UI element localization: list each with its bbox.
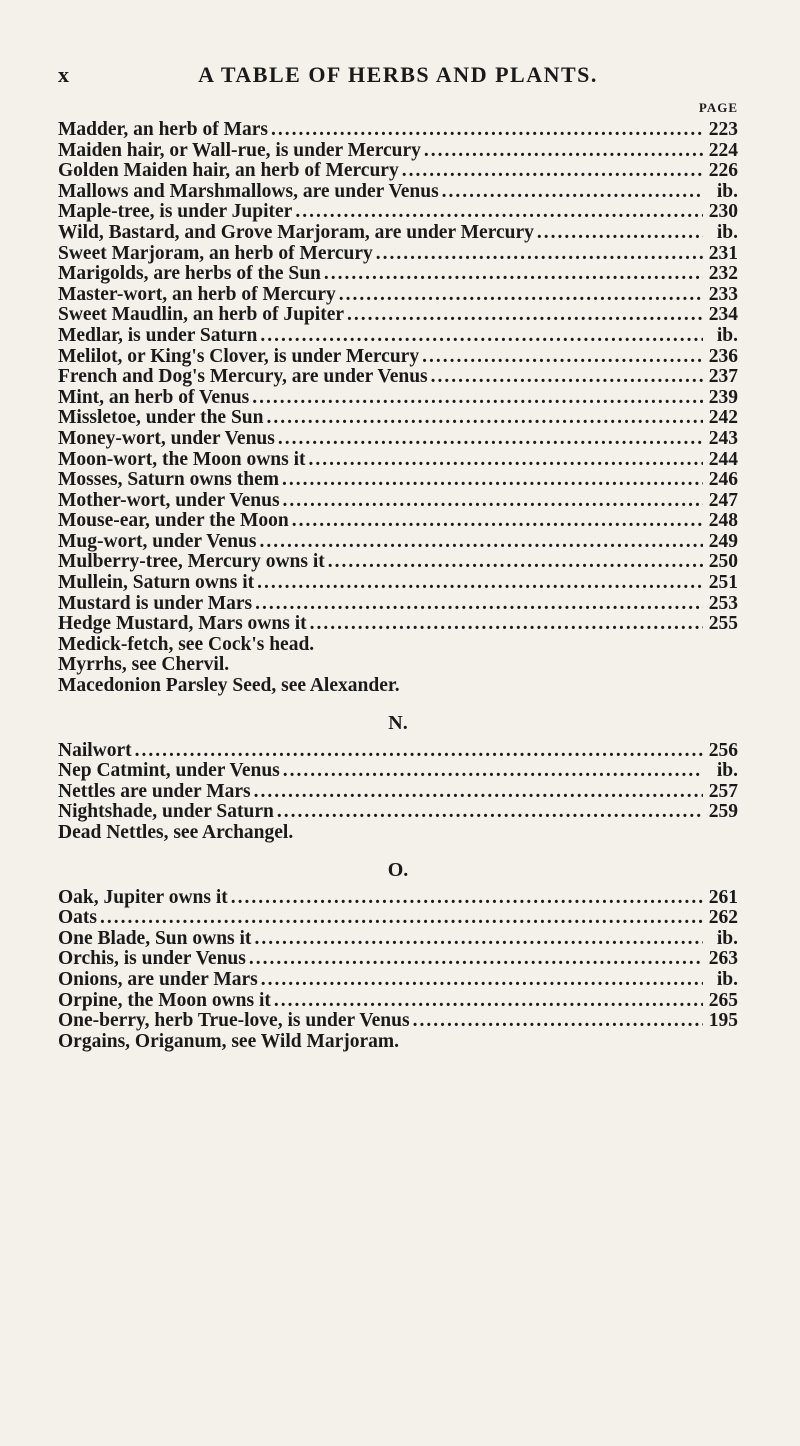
entry-name: Orchis, is under Venus bbox=[58, 948, 246, 970]
entry-name: Sweet Maudlin, an herb of Jupiter bbox=[58, 304, 345, 326]
index-entry bbox=[58, 408, 738, 429]
entry-name: Dead Nettles, see Archangel. bbox=[58, 822, 294, 843]
dot-leader bbox=[424, 141, 703, 162]
dot-leader bbox=[259, 532, 703, 553]
dot-leader bbox=[339, 285, 703, 306]
entry-name: Money-wort, under Venus bbox=[58, 427, 275, 449]
entry-page: 239 bbox=[708, 386, 738, 408]
entry-name: Nightshade, under Saturn bbox=[58, 801, 274, 823]
entry-name: Mother-wort, under Venus bbox=[58, 489, 280, 511]
entry-page: ib. bbox=[716, 760, 738, 782]
entry-page: 226 bbox=[708, 160, 738, 182]
entry-name: Mustard is under Mars bbox=[58, 592, 253, 614]
book-page bbox=[58, 62, 738, 1052]
entry-page: ib. bbox=[716, 324, 738, 346]
entry-page: 247 bbox=[708, 489, 738, 511]
index-entry bbox=[58, 823, 738, 844]
dot-leader bbox=[310, 614, 703, 635]
entry-page: 237 bbox=[708, 366, 738, 388]
index-entry bbox=[58, 429, 738, 450]
index-entry bbox=[58, 367, 738, 388]
entry-name: Macedonion Parsley Seed, see Alexander. bbox=[58, 675, 400, 697]
index-entry bbox=[58, 264, 738, 285]
index-entry bbox=[58, 182, 738, 203]
index-entry bbox=[58, 1032, 738, 1053]
entry-page: ib. bbox=[716, 927, 738, 949]
dot-leader bbox=[277, 802, 703, 823]
index-entry bbox=[58, 511, 738, 532]
section-letter-o: O. bbox=[387, 858, 409, 881]
dot-leader bbox=[347, 305, 703, 326]
entry-name: Oats bbox=[58, 907, 97, 929]
dot-leader bbox=[261, 970, 703, 991]
entry-page: 244 bbox=[708, 448, 738, 470]
entry-name: Nettles are under Mars bbox=[58, 780, 251, 802]
entry-page: 265 bbox=[708, 989, 738, 1011]
index-entry bbox=[58, 761, 738, 782]
entry-page: 261 bbox=[708, 886, 738, 908]
index-entry bbox=[58, 594, 738, 615]
dot-leader bbox=[257, 573, 703, 594]
entry-page: 249 bbox=[708, 530, 738, 552]
entry-name: Mosses, Saturn owns them bbox=[58, 469, 280, 491]
index-entry bbox=[58, 552, 738, 573]
dot-leader bbox=[402, 161, 703, 182]
dot-leader bbox=[283, 761, 703, 782]
index-entry bbox=[58, 326, 738, 347]
index-entry bbox=[58, 388, 738, 409]
dot-leader bbox=[100, 908, 703, 929]
index-entry bbox=[58, 741, 738, 762]
entry-name: Mullein, Saturn owns it bbox=[58, 572, 255, 594]
entry-name: Mulberry-tree, Mercury owns it bbox=[58, 551, 325, 573]
index-entry bbox=[58, 782, 738, 803]
entry-page: 250 bbox=[708, 551, 738, 573]
entry-name: Mug-wort, under Venus bbox=[58, 530, 257, 552]
page-column-label: PAGE bbox=[698, 100, 738, 115]
index-entry bbox=[58, 991, 738, 1012]
dot-leader bbox=[324, 264, 703, 285]
index-entry bbox=[58, 305, 738, 326]
entry-page: ib. bbox=[716, 221, 738, 243]
section-n bbox=[58, 741, 738, 844]
index-entry bbox=[58, 285, 738, 306]
dot-leader bbox=[295, 202, 703, 223]
entry-page: 232 bbox=[708, 263, 738, 285]
entry-name: Sweet Marjoram, an herb of Mercury bbox=[58, 242, 373, 264]
entry-page: 263 bbox=[708, 948, 738, 970]
index-entry bbox=[58, 655, 738, 676]
dot-leader bbox=[271, 120, 703, 141]
dot-leader bbox=[422, 347, 703, 368]
section-o bbox=[58, 888, 738, 1053]
entry-name: Golden Maiden hair, an herb of Mercury bbox=[58, 160, 399, 182]
index-entry bbox=[58, 223, 738, 244]
section-m bbox=[58, 120, 738, 697]
entry-page: 255 bbox=[708, 613, 738, 635]
dot-leader bbox=[283, 491, 703, 512]
dot-leader bbox=[249, 949, 703, 970]
dot-leader bbox=[442, 182, 703, 203]
entry-name: Mallows and Marshmallows, are under Venus bbox=[58, 180, 439, 202]
entry-name: Moon-wort, the Moon owns it bbox=[58, 448, 306, 470]
dot-leader bbox=[231, 888, 703, 909]
entry-page: 231 bbox=[708, 242, 738, 264]
dot-leader bbox=[292, 511, 703, 532]
index-entry bbox=[58, 202, 738, 223]
dot-leader bbox=[376, 244, 703, 265]
index-entry bbox=[58, 450, 738, 471]
dot-leader bbox=[309, 450, 703, 471]
entry-page: 223 bbox=[708, 119, 738, 140]
index-entry bbox=[58, 676, 738, 697]
dot-leader bbox=[278, 429, 703, 450]
entry-name: Medlar, is under Saturn bbox=[58, 324, 258, 346]
entry-page: 230 bbox=[708, 201, 738, 223]
index-entry bbox=[58, 1011, 738, 1032]
index-entry bbox=[58, 888, 738, 909]
entry-name: One-berry, herb True-love, is under Venus bbox=[58, 1010, 410, 1032]
index-entry bbox=[58, 573, 738, 594]
entry-name: Nep Catmint, under Venus bbox=[58, 760, 280, 782]
entry-page: 243 bbox=[708, 427, 738, 449]
entry-page: 256 bbox=[708, 739, 738, 761]
entry-page: 248 bbox=[708, 510, 738, 532]
entry-name: Onions, are under Mars bbox=[58, 968, 258, 990]
entry-page: 253 bbox=[708, 592, 738, 614]
index-entry bbox=[58, 929, 738, 950]
entry-name: Marigolds, are herbs of the Sun bbox=[58, 263, 321, 285]
section-letter-n: N. bbox=[388, 711, 408, 734]
index-entry bbox=[58, 614, 738, 635]
entry-name: Melilot, or King's Clover, is under Mercury bbox=[58, 345, 420, 367]
index-entry bbox=[58, 244, 738, 265]
dot-leader bbox=[254, 929, 703, 950]
running-head bbox=[58, 62, 738, 98]
index-entry bbox=[58, 491, 738, 512]
dot-leader bbox=[328, 552, 703, 573]
index-entry bbox=[58, 120, 738, 141]
entry-name: Master-wort, an herb of Mercury bbox=[58, 283, 336, 305]
entry-page: ib. bbox=[716, 180, 738, 202]
entry-page: 234 bbox=[708, 304, 738, 326]
index-entry bbox=[58, 161, 738, 182]
dot-leader bbox=[413, 1011, 703, 1032]
entry-page: 257 bbox=[708, 780, 738, 802]
entry-name: Orgains, Origanum, see Wild Marjoram. bbox=[58, 1030, 400, 1052]
entry-name: Orpine, the Moon owns it bbox=[58, 989, 271, 1011]
index-entry bbox=[58, 970, 738, 991]
index-entry bbox=[58, 141, 738, 162]
dot-leader bbox=[255, 594, 703, 615]
dot-leader bbox=[252, 388, 703, 409]
index-entry bbox=[58, 802, 738, 823]
dot-leader bbox=[431, 367, 703, 388]
dot-leader bbox=[260, 326, 703, 347]
entry-name: Mint, an herb of Venus bbox=[58, 386, 250, 408]
index-entry bbox=[58, 949, 738, 970]
entry-page: 246 bbox=[708, 469, 738, 491]
entry-name: Medick-fetch, see Cock's head. bbox=[58, 633, 315, 655]
index-entry bbox=[58, 532, 738, 553]
dot-leader bbox=[254, 782, 703, 803]
entry-page: 195 bbox=[708, 1010, 738, 1032]
entry-name: Mouse-ear, under the Moon bbox=[58, 510, 289, 532]
page-number: x bbox=[58, 62, 71, 87]
entry-name: Oak, Jupiter owns it bbox=[58, 886, 228, 908]
page-title: A TABLE OF HERBS AND PLANTS. bbox=[198, 62, 598, 87]
entry-name: Maple-tree, is under Jupiter bbox=[58, 201, 293, 223]
entry-page: 233 bbox=[708, 283, 738, 305]
index-entry bbox=[58, 635, 738, 656]
entry-page: 259 bbox=[708, 801, 738, 823]
entry-page: 242 bbox=[708, 407, 738, 429]
entry-name: Myrrhs, see Chervil. bbox=[58, 654, 230, 676]
dot-leader bbox=[267, 408, 704, 429]
entry-name: Missletoe, under the Sun bbox=[58, 407, 264, 429]
entry-name: Wild, Bastard, and Grove Marjoram, are under Mercury bbox=[58, 221, 534, 243]
dot-leader bbox=[274, 991, 703, 1012]
entry-page: 262 bbox=[708, 907, 738, 929]
dot-leader bbox=[282, 470, 703, 491]
index-entry bbox=[58, 347, 738, 368]
entry-page: 236 bbox=[708, 345, 738, 367]
entry-name: French and Dog's Mercury, are under Venus bbox=[58, 366, 428, 388]
index-entry bbox=[58, 908, 738, 929]
dot-leader bbox=[135, 741, 703, 762]
index-entry bbox=[58, 470, 738, 491]
entry-name: Madder, an herb of Mars bbox=[58, 119, 268, 140]
entry-name: Nailwort bbox=[58, 739, 132, 761]
entry-page: 251 bbox=[708, 572, 738, 594]
entry-name: One Blade, Sun owns it bbox=[58, 927, 252, 949]
entry-name: Hedge Mustard, Mars owns it bbox=[58, 613, 307, 635]
entry-name: Maiden hair, or Wall-rue, is under Mercury bbox=[58, 139, 421, 161]
entry-page: ib. bbox=[716, 968, 738, 990]
dot-leader bbox=[537, 223, 703, 244]
entry-page: 224 bbox=[708, 139, 738, 161]
